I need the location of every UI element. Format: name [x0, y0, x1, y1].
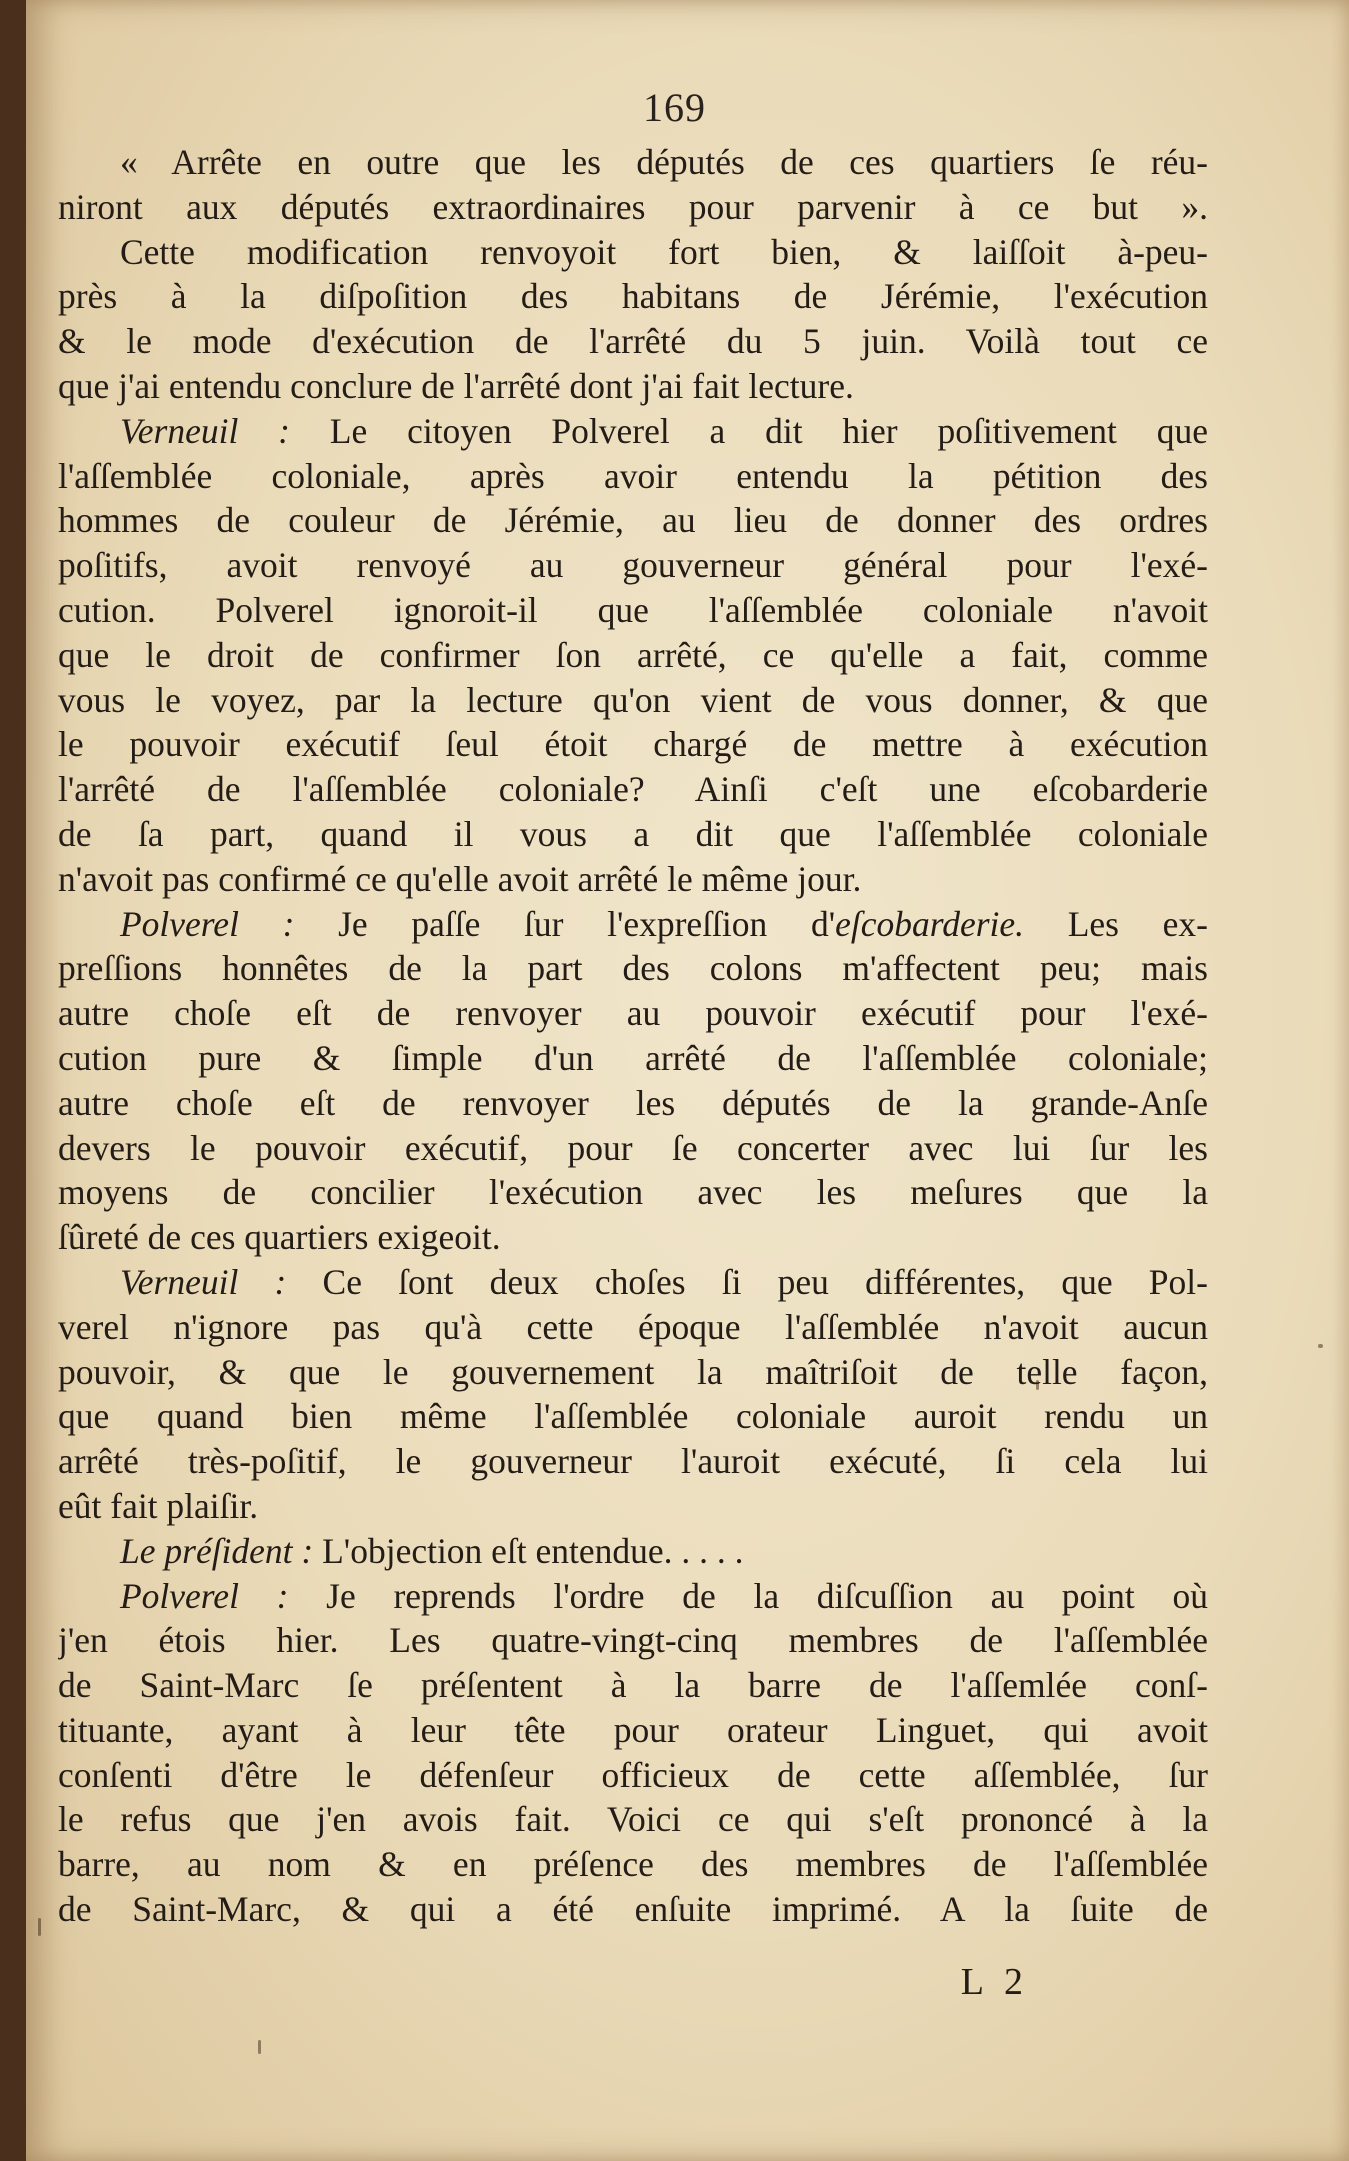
line-text: niront aux députés extraordinaires pour parvenir à ce but ».: [58, 186, 1208, 227]
line-text: j'en étois hier. Les quatre-vingt-cinq membres de l'aſſemblée: [58, 1620, 1208, 1661]
text-line: [58, 543, 1208, 588]
text-line: [58, 1260, 1208, 1305]
line-text: que j'ai entendu conclure de l'arrêté dont j'ai fait lecture.: [58, 365, 854, 406]
text-line: [58, 319, 1208, 364]
text-line: [58, 902, 1208, 947]
line-text: de Saint-Marc ſe préſentent à la barre de l'aſſemlée conſ-: [58, 1665, 1208, 1706]
line-text: vous le voyez, par la lecture qu'on vient de vous donner, & que: [58, 679, 1208, 720]
line-text: n'avoit pas confirmé ce qu'elle avoit arrêté le même jour.: [58, 858, 862, 899]
line-text: poſitifs, avoit renvoyé au gouverneur général pour l'exé-: [58, 545, 1208, 586]
text-line: [58, 633, 1208, 678]
text-line: [58, 1708, 1208, 1753]
line-text: L'objection eſt entendue. . . . .: [313, 1530, 744, 1571]
page-number: 169: [643, 85, 706, 130]
speaker-name: Le préſident :: [120, 1530, 314, 1571]
italic-word: eſcobarderie.: [835, 903, 1025, 944]
ink-speck: [1318, 1344, 1323, 1348]
line-text: moyens de concilier l'exécution avec les meſures que la: [58, 1172, 1208, 1213]
line-text: autre choſe eſt de renvoyer les députés de la grande-Anſe: [58, 1082, 1208, 1123]
text-line: [58, 498, 1208, 543]
line-text: Les ex-: [1024, 903, 1208, 944]
line-text: tituante, ayant à leur tête pour orateur Linguet, qui avoit: [58, 1709, 1208, 1750]
text-line: [58, 185, 1208, 230]
speaker-name: Polverel :: [120, 1575, 289, 1616]
line-text: que quand bien même l'aſſemblée coloniale auroit rendu un: [58, 1396, 1208, 1437]
line-text: cution. Polverel ignoroit-il que l'aſſemblée coloniale n'avoit: [58, 589, 1208, 630]
body-text: [58, 140, 1208, 1932]
text-line: [58, 946, 1208, 991]
catchword: L 2: [960, 1961, 1029, 2003]
text-line: [58, 1081, 1208, 1126]
text-line: [58, 857, 1208, 902]
text-line: [58, 1036, 1208, 1081]
line-text: de ſa part, quand il vous a dit que l'aſſemblée coloniale: [58, 813, 1208, 854]
text-line: [58, 1305, 1208, 1350]
line-text: que le droit de confirmer ſon arrêté, ce qu'elle a fait, comme: [58, 634, 1208, 675]
text-line: [58, 1842, 1208, 1887]
text-line: [58, 722, 1208, 767]
text-line: [58, 1350, 1208, 1395]
line-text: conſenti d'être le défenſeur officieux de cette aſſemblée, ſur: [58, 1754, 1208, 1795]
line-text: l'arrêté de l'aſſemblée coloniale? Ainſi c'eſt une eſcobarderie: [58, 769, 1208, 810]
text-line: [58, 1663, 1208, 1708]
line-text: hommes de couleur de Jérémie, au lieu de donner des ordres: [58, 500, 1208, 541]
text-line: [58, 1215, 1208, 1260]
text-line: [58, 364, 1208, 409]
line-text: de Saint-Marc, & qui a été enſuite imprimé. A la ſuite de: [58, 1889, 1208, 1930]
ink-speck: [258, 2040, 261, 2054]
text-line: [58, 1887, 1208, 1932]
text-line: [58, 812, 1208, 857]
line-text: barre, au nom & en préſence des membres de l'aſſemblée: [58, 1844, 1208, 1885]
text-line: [58, 140, 1208, 185]
line-text: le pouvoir exécutif ſeul étoit chargé de mettre à exécution: [58, 724, 1208, 765]
line-text: autre choſe eſt de renvoyer au pouvoir exécutif pour l'exé-: [58, 993, 1208, 1034]
text-line: [58, 991, 1208, 1036]
text-line: [58, 274, 1208, 319]
line-text: pouvoir, & que le gouvernement la maîtriſoit de telle façon,: [58, 1351, 1208, 1392]
line-text: Ce ſont deux choſes ſi peu différentes, que Pol-: [286, 1261, 1208, 1302]
line-text: Je reprends l'ordre de la diſcuſſion au point où: [288, 1575, 1208, 1616]
text-line: [58, 1439, 1208, 1484]
line-text: le refus que j'en avois fait. Voici ce qui s'eſt prononcé à la: [58, 1799, 1208, 1840]
text-line: [58, 1529, 1208, 1574]
line-text: ſûreté de ces quartiers exigeoit.: [58, 1217, 501, 1258]
line-text: devers le pouvoir exécutif, pour ſe concerter avec lui ſur les: [58, 1127, 1208, 1168]
text-line: [58, 1574, 1208, 1619]
line-text: cution pure & ſimple d'un arrêté de l'aſſemblée coloniale;: [58, 1037, 1208, 1078]
line-text: « Arrête en outre que les députés de ces quartiers ſe réu-: [120, 142, 1208, 182]
line-text: Je paſſe ſur l'expreſſion d': [294, 903, 836, 944]
speaker-name: Verneuil :: [120, 410, 290, 451]
text-line: [58, 1394, 1208, 1439]
text-line: [58, 1484, 1208, 1529]
text-line: [58, 678, 1208, 723]
text-line: [58, 409, 1208, 454]
line-text: Cette modification renvoyoit fort bien, & laiſſoit à-peu-: [120, 231, 1208, 272]
text-line: [58, 1170, 1208, 1215]
text-line: [58, 1797, 1208, 1842]
line-text: verel n'ignore pas qu'à cette époque l'aſſemblée n'avoit aucun: [58, 1306, 1208, 1347]
line-text: près à la diſpoſition des habitans de Jérémie, l'exécution: [58, 276, 1208, 317]
line-text: & le mode d'exécution de l'arrêté du 5 juin. Voilà tout ce: [58, 321, 1208, 362]
speaker-name: Verneuil :: [120, 1261, 287, 1302]
text-line: [58, 454, 1208, 499]
ink-speck: [38, 1918, 41, 1936]
line-text: preſſions honnêtes de la part des colons m'affectent peu; mais: [58, 948, 1208, 989]
text-line: [58, 1126, 1208, 1171]
text-line: [58, 767, 1208, 812]
line-text: l'aſſemblée coloniale, après avoir entendu la pétition des: [58, 455, 1208, 496]
text-line: [58, 1618, 1208, 1663]
line-text: Le citoyen Polverel a dit hier poſitivement que: [289, 410, 1208, 451]
text-line: [58, 230, 1208, 275]
text-line: [58, 588, 1208, 633]
text-line: [58, 1753, 1208, 1798]
speaker-name: Polverel :: [120, 903, 295, 944]
line-text: eût fait plaiſir.: [58, 1485, 259, 1526]
line-text: arrêté très-poſitif, le gouverneur l'auroit exécuté, ſi cela lui: [58, 1441, 1208, 1482]
